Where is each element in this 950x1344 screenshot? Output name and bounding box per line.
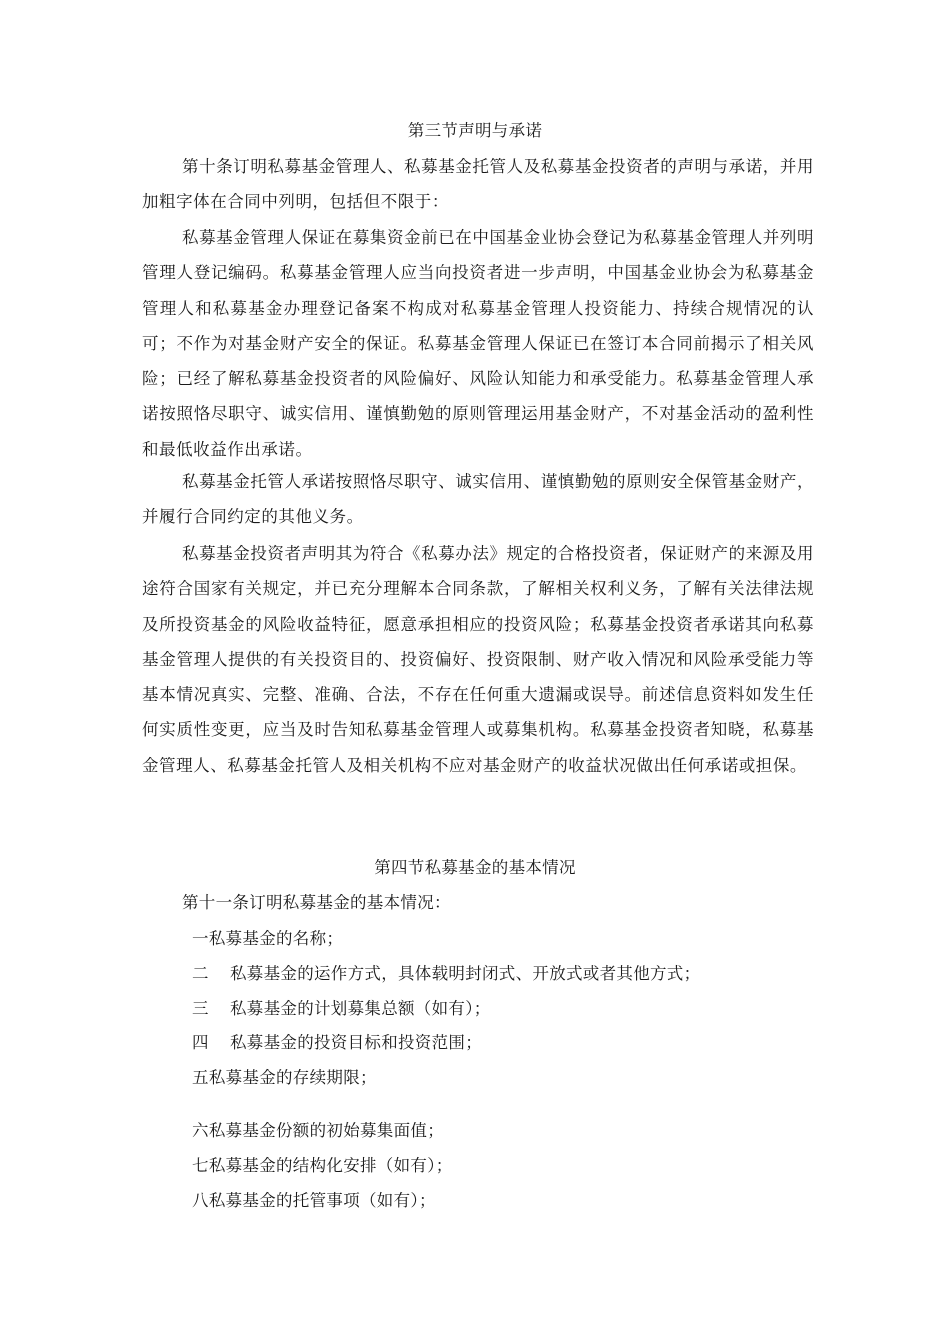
list-item-text: 私募基金的结构化安排（如有）；	[208, 1156, 453, 1175]
list-item-text: 私募基金的运作方式，具体载明封闭式、开放式或者其他方式；	[230, 964, 701, 983]
list-item-text: 私募基金份额的初始募集面值；	[208, 1121, 445, 1140]
list-item	[192, 963, 700, 985]
list-item-text: 私募基金的托管事项（如有）；	[208, 1191, 436, 1210]
section-3-title: 第三节声明与承诺	[407, 121, 543, 140]
list-item-text: 私募基金的计划募集总额（如有）；	[230, 999, 491, 1018]
investor-statement-paragraph: 私募基金投资者声明其为符合《私募办法》规定的合格投资者，保证财产的来源及用途符合国家有关规定，并已充分理解本合同条款，了解相关权利义务，了解有关法律法规及所投资基金的风险收益特征，愿意承担相应的投资风险；私募基金投资者承诺其向私募基金管理人提供的有关投资目的、投资偏好、投资限制、财产收入情况和风险承受能力等基本情况真实、完整、准确、合法，不存在任何重大遗漏或误导。前述信息资料如发生任何实质性变更，应当及时告知私募基金管理人或募集机构。私募基金投资者知晓，私募基金管理人、私募基金托管人及相关机构不应对基金财产的收益状况做出任何承诺或担保。	[142, 544, 814, 775]
list-item-number: 四	[192, 1033, 209, 1052]
list-item-number: 七	[192, 1156, 209, 1175]
list-item-number: 三	[192, 999, 209, 1018]
list-item	[192, 1120, 444, 1142]
list-item	[192, 1067, 377, 1089]
list-item-number: 六	[192, 1121, 209, 1140]
list-item	[192, 928, 343, 950]
list-item	[192, 998, 491, 1020]
custodian-statement-paragraph: 私募基金托管人承诺按照恪尽职守、诚实信用、谨慎勤勉的原则安全保管基金财产，并履行合同约定的其他义务。	[142, 472, 814, 527]
article-10-paragraph: 第十条订明私募基金管理人、私募基金托管人及私募基金投资者的声明与承诺，并用加粗字体在合同中列明，包括但不限于：	[142, 157, 814, 212]
list-item	[192, 1190, 436, 1212]
list-item-text: 私募基金的名称；	[208, 929, 344, 948]
list-item	[192, 1155, 453, 1177]
list-item-number: 一	[192, 929, 209, 948]
list-item-number: 二	[192, 964, 209, 983]
list-item-text: 私募基金的存续期限；	[208, 1068, 377, 1087]
list-item-text: 私募基金的投资目标和投资范围；	[230, 1033, 482, 1052]
article-11-intro: 第十一条订明私募基金的基本情况：	[182, 893, 451, 912]
list-item-number: 五	[192, 1068, 209, 1087]
list-item	[192, 1032, 482, 1054]
section-4-title: 第四节私募基金的基本情况	[374, 858, 576, 877]
list-item-number: 八	[192, 1191, 209, 1210]
manager-statement-paragraph: 私募基金管理人保证在募集资金前已在中国基金业协会登记为私募基金管理人并列明管理人登记编码。私募基金管理人应当向投资者进一步声明，中国基金业协会为私募基金管理人和私募基金办理登记备案不构成对私募基金管理人投资能力、持续合规情况的认可；不作为对基金财产安全的保证。私募基金管理人保证已在签订本合同前揭示了相关风险；已经了解私募基金投资者的风险偏好、风险认知能力和承受能力。私募基金管理人承诺按照恪尽职守、诚实信用、谨慎勤勉的原则管理运用基金财产，不对基金活动的盈利性和最低收益作出承诺。	[142, 228, 814, 459]
